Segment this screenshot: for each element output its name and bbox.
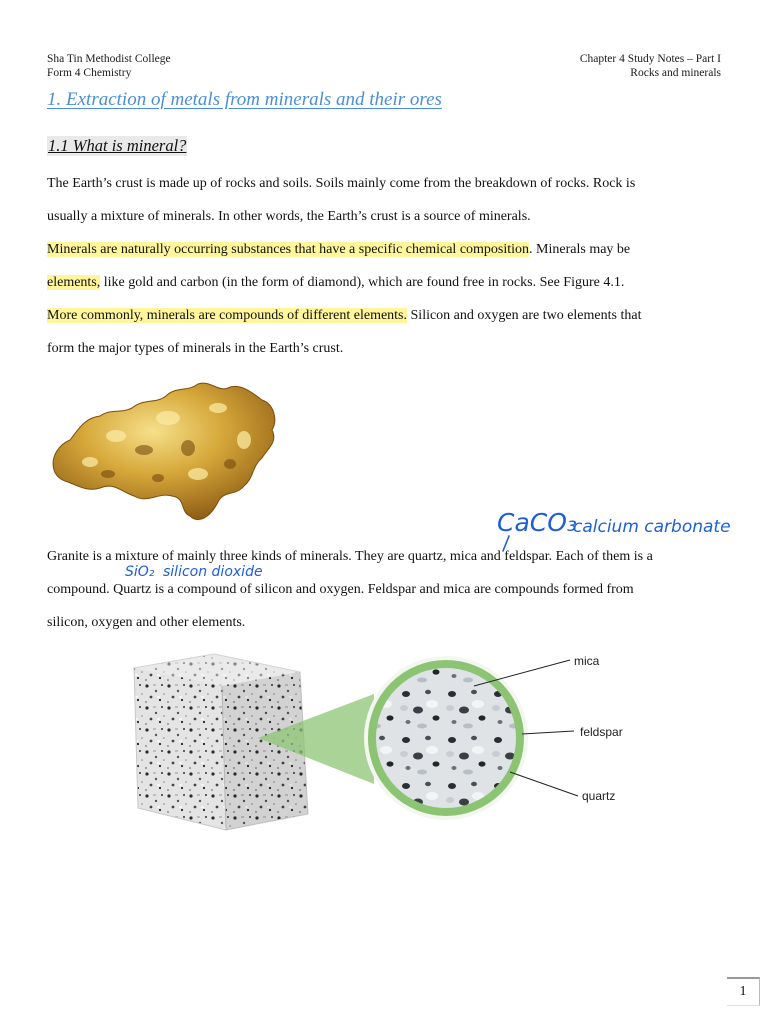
highlight-mineral-definition: Minerals are naturally occurring substances that have a specific chemical composition xyxy=(47,242,530,257)
label-quartz: quartz xyxy=(582,789,616,803)
paragraph-1-line-3 xyxy=(47,240,727,260)
paragraph-1-line-5 xyxy=(47,306,727,326)
school-name: Sha Tin Methodist College xyxy=(47,53,171,65)
granite-figure xyxy=(122,638,652,840)
gold-nugget-image xyxy=(48,378,280,528)
text-segment: Silicon and oxygen are two elements that xyxy=(407,308,642,323)
paragraph-1-line-4 xyxy=(47,273,727,293)
chapter-name: Chapter 4 Study Notes – Part I xyxy=(579,53,721,65)
paragraph-2-line-3: silicon, oxygen and other elements. xyxy=(47,615,246,630)
page-header-right xyxy=(580,52,721,80)
highlight-compounds: More commonly, minerals are compounds of different elements. xyxy=(47,308,408,323)
handwritten-sio2-formula: SiO₂ xyxy=(125,564,155,580)
section-title: 1. Extraction of metals from minerals and their ores xyxy=(47,89,442,110)
highlight-elements: elements, xyxy=(47,275,101,290)
label-feldspar: feldspar xyxy=(580,725,623,739)
paragraph-1-line-1: The Earth’s crust is made up of rocks and soils. Soils mainly come from the breakdown of rocks. Rock is xyxy=(47,176,636,191)
page-number: 1 xyxy=(727,977,760,1006)
handwritten-calcium-carbonate: calcium carbonate xyxy=(573,517,731,537)
subsection-title: 1.1 What is mineral? xyxy=(48,136,187,155)
label-mica: mica xyxy=(574,654,600,668)
course-name: Form 4 Chemistry xyxy=(47,67,132,79)
handwritten-silicon-dioxide: silicon dioxide xyxy=(163,564,263,580)
topic-name: Rocks and minerals xyxy=(630,67,721,79)
text-segment: . Minerals may be xyxy=(529,242,631,257)
paragraph-1-line-6: form the major types of minerals in the Earth’s crust. xyxy=(47,341,344,356)
paragraph-2-line-2: compound. Quartz is a compound of silicon and oxygen. Feldspar and mica are compounds formed from xyxy=(47,582,634,597)
text-segment: like gold and carbon (in the form of diamond), which are found free in rocks. See Figure 4.1. xyxy=(100,275,625,290)
paragraph-1-line-2: usually a mixture of minerals. In other words, the Earth’s crust is a source of minerals. xyxy=(47,209,531,224)
handwritten-caco3-formula: CaCO₃ xyxy=(497,508,577,537)
paragraph-2-line-1: Granite is a mixture of mainly three kinds of minerals. They are quartz, mica and feldspar. Each of them is a xyxy=(47,549,653,564)
page-header-left xyxy=(47,52,171,80)
